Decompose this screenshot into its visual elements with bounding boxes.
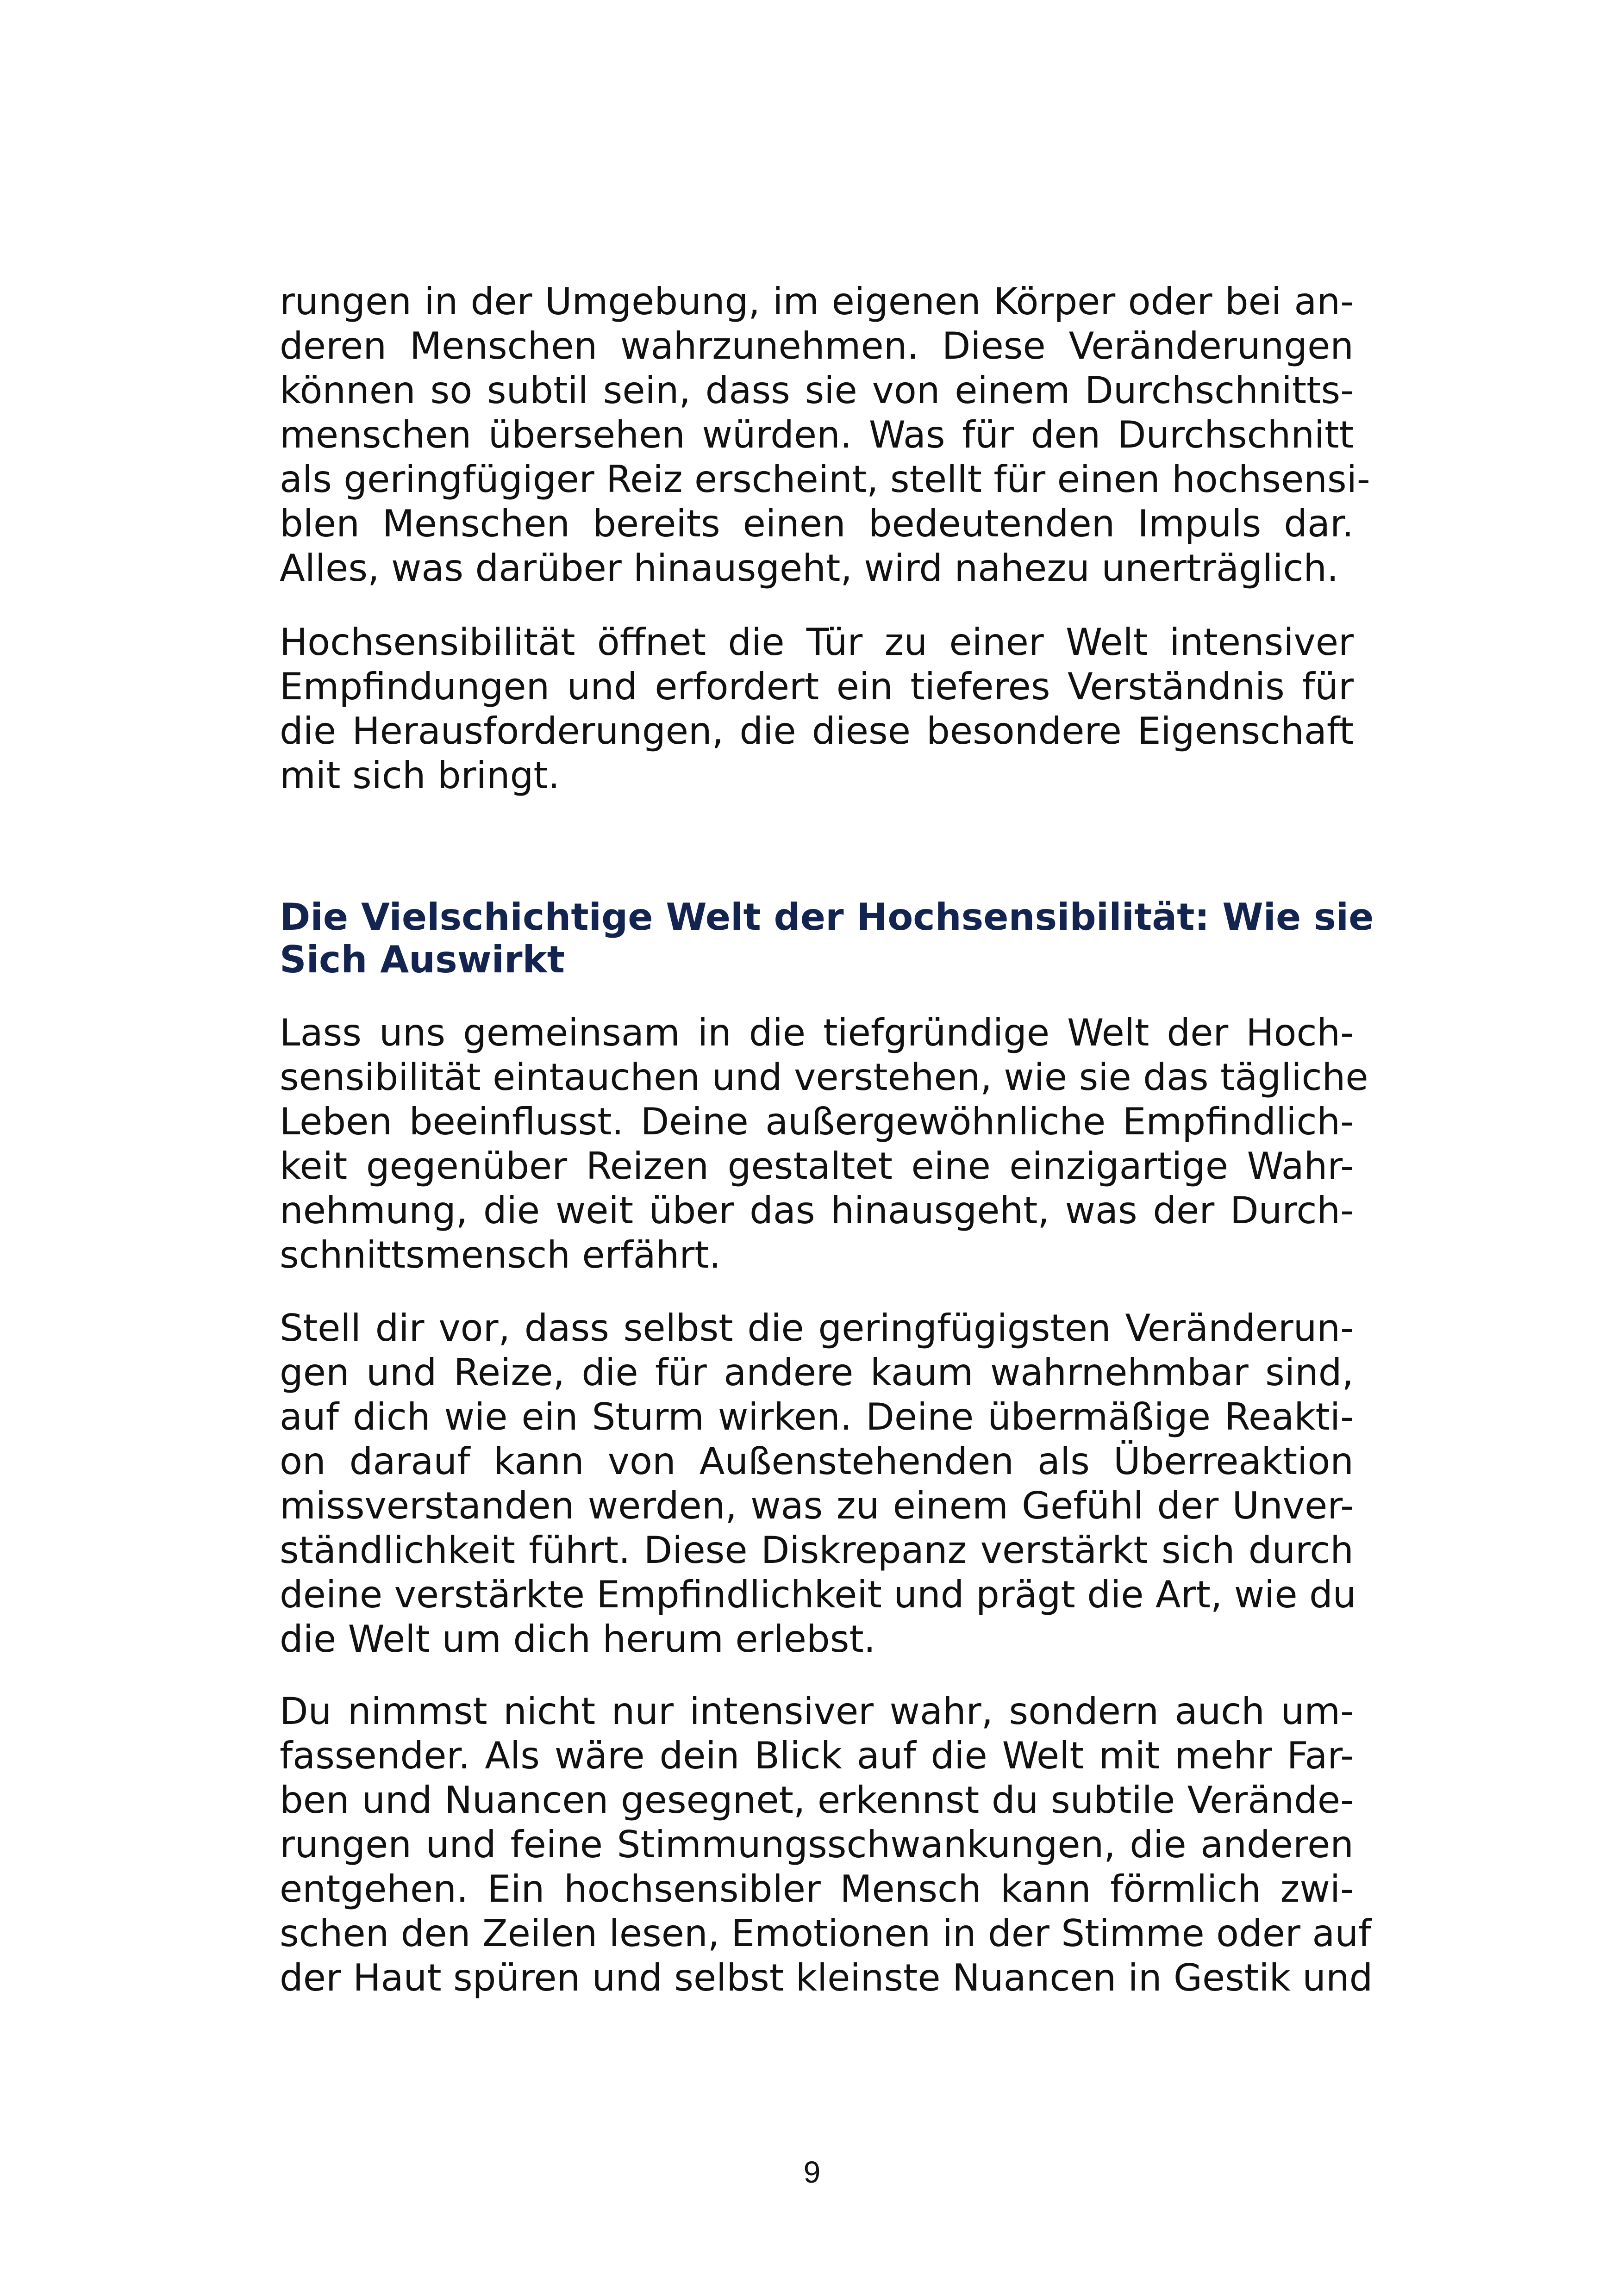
text-line: Du nimmst nicht nur intensiver wahr, sondern auch um- bbox=[280, 1690, 1354, 1733]
section-paragraph-2 bbox=[280, 1306, 1354, 1661]
text-line: deren Menschen wahrzunehmen. Diese Veränderungen bbox=[280, 324, 1354, 367]
text-line: Empfindungen und erfordert ein tieferes Verständnis für bbox=[280, 665, 1354, 708]
text-line: Leben beeinflusst. Deine außergewöhnliche Empfindlich- bbox=[280, 1100, 1354, 1143]
text-line: missverstanden werden, was zu einem Gefühl der Unver- bbox=[280, 1484, 1354, 1527]
text-line: Alles, was darüber hinausgeht, wird nahezu unerträglich. bbox=[280, 547, 1339, 590]
text-line: rungen und feine Stimmungsschwankungen, die anderen bbox=[280, 1823, 1354, 1866]
text-line: können so subtil sein, dass sie von einem Durchschnitts- bbox=[280, 369, 1354, 412]
text-line: die Welt um dich herum erlebst. bbox=[280, 1618, 876, 1661]
section-heading bbox=[280, 896, 1374, 981]
text-line: on darauf kann von Außenstehenden als Überreaktion bbox=[280, 1440, 1354, 1483]
text-line: schen den Zeilen lesen, Emotionen in der Stimme oder auf bbox=[280, 1912, 1372, 1955]
text-line: Lass uns gemeinsam in die tiefgründige Welt der Hoch- bbox=[280, 1011, 1354, 1054]
body-paragraph-1 bbox=[280, 280, 1370, 591]
text-line: als geringfügiger Reiz erscheint, stellt für einen hochsensi- bbox=[280, 458, 1370, 501]
text-line: nehmung, die weit über das hinausgeht, was der Durch- bbox=[280, 1189, 1354, 1232]
text-line: der Haut spüren und selbst kleinste Nuancen in Gestik und bbox=[280, 1956, 1373, 1999]
heading-line: Sich Auswirkt bbox=[280, 938, 565, 981]
text-line: blen Menschen bereits einen bedeutenden Impuls dar. bbox=[280, 502, 1354, 545]
heading-line: Die Vielschichtige Welt der Hochsensibilität: Wie sie bbox=[280, 896, 1374, 939]
text-line: rungen in der Umgebung, im eigenen Körper oder bei an- bbox=[280, 280, 1354, 323]
text-line: ständlichkeit führt. Diese Diskrepanz verstärkt sich durch bbox=[280, 1529, 1354, 1572]
text-line: schnittsmensch erfährt. bbox=[280, 1233, 721, 1276]
section-paragraph-3 bbox=[280, 1689, 1373, 2000]
text-line: ben und Nuancen gesegnet, erkennst du subtile Verände- bbox=[280, 1779, 1354, 1822]
text-line: mit sich bringt. bbox=[280, 754, 560, 797]
text-line: deine verstärkte Empfindlichkeit und prägt die Art, wie du bbox=[280, 1573, 1356, 1616]
section-paragraph-1 bbox=[280, 1011, 1368, 1277]
text-line: die Herausforderungen, die diese besondere Eigenschaft bbox=[280, 709, 1354, 753]
text-line: Stell dir vor, dass selbst die geringfügigsten Veränderun- bbox=[280, 1307, 1354, 1350]
text-line: auf dich wie ein Sturm wirken. Deine übermäßige Reakti- bbox=[280, 1395, 1354, 1438]
text-line: Hochsensibilität öffnet die Tür zu einer Welt intensiver bbox=[280, 621, 1354, 664]
text-line: menschen übersehen würden. Was für den Durchschnitt bbox=[280, 413, 1354, 456]
text-line: gen und Reize, die für andere kaum wahrnehmbar sind, bbox=[280, 1351, 1354, 1394]
text-line: entgehen. Ein hochsensibler Mensch kann förmlich zwi- bbox=[280, 1867, 1354, 1910]
text-line: fassender. Als wäre dein Blick auf die Welt mit mehr Far- bbox=[280, 1734, 1354, 1777]
text-line: keit gegenüber Reizen gestaltet eine einzigartige Wahr- bbox=[280, 1145, 1354, 1188]
page-number: 9 bbox=[803, 2155, 821, 2189]
body-paragraph-2 bbox=[280, 620, 1354, 798]
text-line: sensibilität eintauchen und verstehen, wie sie das tägliche bbox=[280, 1056, 1368, 1099]
